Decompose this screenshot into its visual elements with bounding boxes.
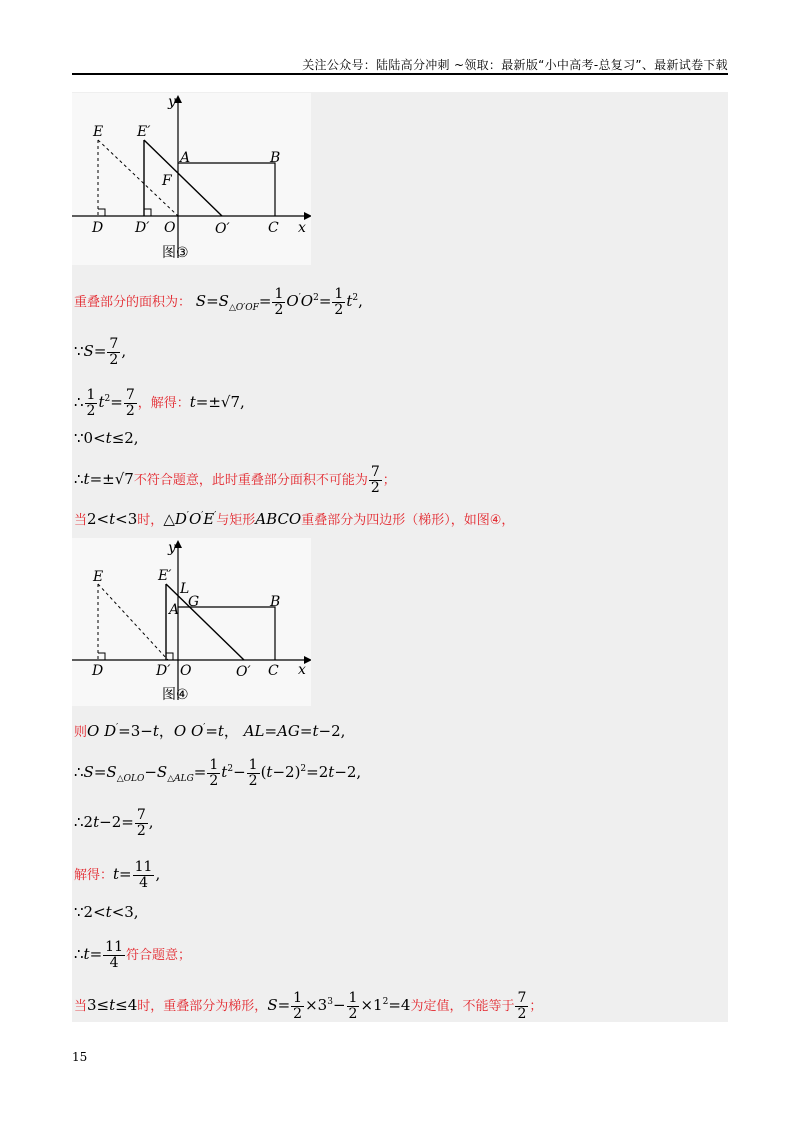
label-A: A (180, 150, 191, 166)
figure-3-diagram (72, 93, 311, 265)
label-O-prime: O′ (215, 221, 230, 237)
label-F: F (162, 173, 172, 189)
figure-4-caption: 图④ (162, 687, 189, 703)
line-not-fit: ∴t=±√7不符合题意，此时重叠部分面积不可能为 $\frac{7}{2}$ ； (74, 464, 396, 496)
line-equation-case2: ∴2t−2= $\frac{7}{2}$ , (74, 807, 154, 839)
line-equation: ∴ $\frac{1}{2}$ $t^2=$ $\frac{7}{2}$ ，解得：t=±√7, (74, 387, 245, 419)
label-D: D (92, 663, 104, 679)
label-E: E (93, 569, 104, 585)
label-D: D (92, 220, 104, 236)
line-case-3: 当3≤t≤4时，重叠部分为梯形，S= $\frac{1}{2}$ $\times 3^3-$ $\frac{1}{2}$ $\times 1^2=4$为定值，不能等于 $\frac{7}{2}$ ； (74, 990, 543, 1022)
line-range: ∵0<t≤2, (74, 429, 139, 447)
page-number: 15 (72, 1050, 88, 1064)
line-range-case2: ∵2<t<3, (74, 903, 139, 921)
label-y: y (168, 540, 176, 556)
label-E-prime: E′ (137, 124, 151, 140)
line-area-case2: $\therefore S=S_{\triangle OLO}-S_{\triangle ALG}=$ $\frac{1}{2}$ $t^2-$ $\frac{1}{2}$ $(t-2)^2=2t-2$, (74, 757, 362, 789)
figure-3-caption: 图③ (162, 245, 189, 261)
label-O-prime: O′ (236, 664, 251, 680)
line-solution: 解得：t= $\frac{11}{4}$ , (74, 859, 161, 891)
label-D-prime: D′ (156, 663, 171, 679)
figure-4-diagram (72, 538, 311, 706)
label-L: L (180, 581, 190, 597)
header-rule (72, 73, 728, 75)
figure-3 (72, 93, 311, 265)
label-x: x (298, 220, 306, 236)
label-O: O (180, 663, 192, 679)
label-C: C (268, 220, 279, 236)
page-header: 关注公众号：陆陆高分冲刺 ~领取：最新版“小中高考-总复习”、最新试卷下载 (302, 58, 728, 72)
figure-4 (72, 538, 311, 706)
line-area-formula: 重叠部分的面积为： $S=S_{\triangle O'OF}=$ $\frac{1}{2}$ $O'O^2=$ $\frac{1}{2}$ $t^2$, (74, 286, 363, 318)
label-A: A (169, 602, 180, 618)
line-case-2: 当2<t<3时，△D′O′E′与矩形ABCO重叠部分为四边形（梯形），如图④， (74, 510, 515, 528)
label-B: B (270, 594, 281, 610)
line-lengths: 则O D′=3−t，O O′=t， AL=AG=t−2, (74, 722, 346, 740)
line-fits: ∴t= $\frac{11}{4}$ 符合题意； (74, 939, 191, 971)
label-y: y (168, 94, 176, 110)
label-x: x (298, 662, 306, 678)
line-since-s: ∵S= $\frac{7}{2}$ , (74, 336, 127, 368)
label-E: E (93, 124, 104, 140)
label-C: C (268, 663, 279, 679)
label-E-prime: E′ (158, 568, 172, 584)
label-G: G (188, 594, 200, 610)
label-D-prime: D′ (135, 220, 150, 236)
label-O: O (164, 220, 176, 236)
label-B: B (270, 150, 281, 166)
